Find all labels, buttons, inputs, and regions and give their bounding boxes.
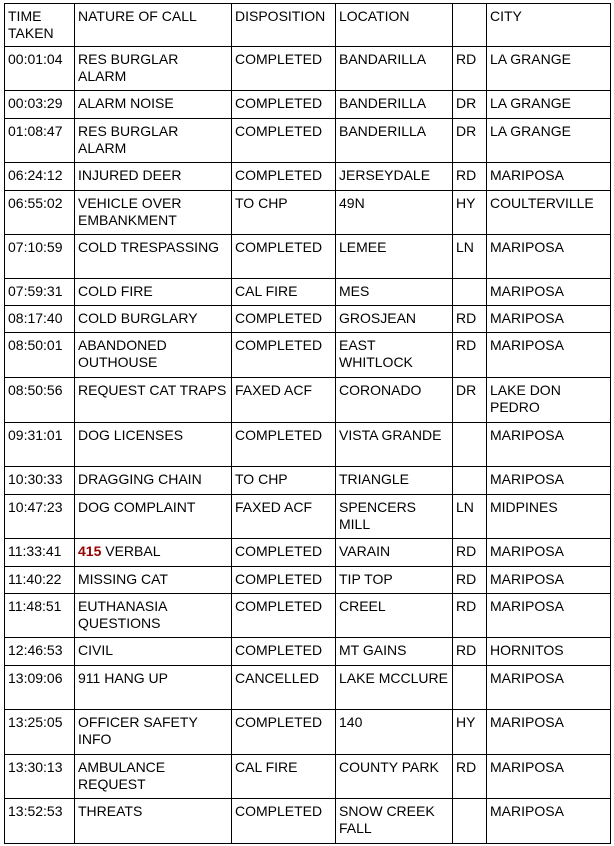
cell-time: 06:24:12 — [5, 163, 75, 191]
cell-location: GROSJEAN — [336, 306, 453, 333]
cell-suffix: RD — [453, 539, 487, 567]
cell-time: 08:50:56 — [5, 378, 75, 423]
cell-city: HORNITOS — [487, 638, 611, 666]
cell-time: 13:09:06 — [5, 666, 75, 710]
cell-disposition: CANCELLED — [232, 666, 336, 710]
cell-suffix: RD — [453, 567, 487, 594]
cell-nature: DOG LICENSES — [75, 423, 232, 467]
cell-nature: INJURED DEER — [75, 163, 232, 191]
table-row — [5, 91, 611, 119]
cell-nature — [75, 539, 232, 567]
table-row — [5, 495, 611, 539]
cell-location: CORONADO — [336, 378, 453, 423]
cell-suffix — [453, 666, 487, 710]
cell-city: MARIPOSA — [487, 306, 611, 333]
nature-text: VERBAL — [101, 543, 161, 559]
cell-time: 13:30:13 — [5, 755, 75, 799]
cell-location: MES — [336, 279, 453, 306]
cell-time: 06:55:02 — [5, 191, 75, 235]
cell-city: MARIPOSA — [487, 423, 611, 467]
cell-location: CREEL — [336, 594, 453, 638]
cell-city: LA GRANGE — [487, 91, 611, 119]
table-row — [5, 191, 611, 235]
table-row — [5, 666, 611, 710]
cell-city: MARIPOSA — [487, 567, 611, 594]
cell-location: BANDERILLA — [336, 91, 453, 119]
cell-city: MARIPOSA — [487, 279, 611, 306]
table-row — [5, 638, 611, 666]
cell-nature: CIVIL — [75, 638, 232, 666]
cell-nature: ABANDONED OUTHOUSE — [75, 333, 232, 378]
cell-nature: OFFICER SAFETY INFO — [75, 710, 232, 755]
header-city: CITY — [487, 4, 611, 47]
cell-disposition: COMPLETED — [232, 163, 336, 191]
cell-location: MT GAINS — [336, 638, 453, 666]
cell-time: 09:31:01 — [5, 423, 75, 467]
cell-nature: RES BURGLAR ALARM — [75, 119, 232, 163]
cell-city: MARIPOSA — [487, 467, 611, 495]
cell-suffix — [453, 467, 487, 495]
cell-location: JERSEYDALE — [336, 163, 453, 191]
cell-time: 11:40:22 — [5, 567, 75, 594]
cell-location: SPENCERS MILL — [336, 495, 453, 539]
cell-suffix: RD — [453, 163, 487, 191]
table-row — [5, 333, 611, 378]
cell-city: MARIPOSA — [487, 539, 611, 567]
cell-disposition: COMPLETED — [232, 799, 336, 844]
cell-disposition: CAL FIRE — [232, 279, 336, 306]
cell-location: EAST WHITLOCK — [336, 333, 453, 378]
cell-location: LAKE MCCLURE — [336, 666, 453, 710]
cell-nature: COLD TRESPASSING — [75, 235, 232, 279]
cell-time: 10:30:33 — [5, 467, 75, 495]
cell-nature: AMBULANCE REQUEST — [75, 755, 232, 799]
table-row — [5, 423, 611, 467]
cell-suffix — [453, 279, 487, 306]
cell-time: 00:01:04 — [5, 47, 75, 91]
cell-suffix: DR — [453, 119, 487, 163]
cell-suffix: DR — [453, 378, 487, 423]
cell-city: MARIPOSA — [487, 799, 611, 844]
cell-disposition: COMPLETED — [232, 91, 336, 119]
table-row — [5, 163, 611, 191]
cell-location: 49N — [336, 191, 453, 235]
cell-nature: THREATS — [75, 799, 232, 844]
cell-nature: EUTHANASIA QUESTIONS — [75, 594, 232, 638]
cell-city: MARIPOSA — [487, 710, 611, 755]
cell-nature: VEHICLE OVER EMBANKMENT — [75, 191, 232, 235]
cell-time: 00:03:29 — [5, 91, 75, 119]
cell-nature: DRAGGING CHAIN — [75, 467, 232, 495]
cell-city: MARIPOSA — [487, 235, 611, 279]
table-row — [5, 378, 611, 423]
cell-city: LA GRANGE — [487, 119, 611, 163]
cell-time: 12:46:53 — [5, 638, 75, 666]
cell-disposition: COMPLETED — [232, 119, 336, 163]
cell-location: 140 — [336, 710, 453, 755]
table-row — [5, 467, 611, 495]
cell-suffix: DR — [453, 91, 487, 119]
cell-suffix: RD — [453, 755, 487, 799]
header-time: TIME TAKEN — [5, 4, 75, 47]
cell-time: 11:33:41 — [5, 539, 75, 567]
cell-suffix: HY — [453, 191, 487, 235]
cell-disposition: COMPLETED — [232, 333, 336, 378]
cell-city: MARIPOSA — [487, 755, 611, 799]
cell-city: COULTERVILLE — [487, 191, 611, 235]
cell-disposition: TO CHP — [232, 191, 336, 235]
cell-nature: COLD BURGLARY — [75, 306, 232, 333]
cell-disposition: TO CHP — [232, 467, 336, 495]
cell-nature: ALARM NOISE — [75, 91, 232, 119]
cell-suffix: RD — [453, 47, 487, 91]
table-row — [5, 235, 611, 279]
call-log-table — [4, 3, 611, 844]
cell-suffix: RD — [453, 333, 487, 378]
table-row — [5, 755, 611, 799]
cell-disposition: COMPLETED — [232, 423, 336, 467]
header-row — [5, 4, 611, 47]
cell-disposition: COMPLETED — [232, 594, 336, 638]
cell-time: 01:08:47 — [5, 119, 75, 163]
cell-location: BANDERILLA — [336, 119, 453, 163]
cell-location: VARAIN — [336, 539, 453, 567]
cell-location: TRIANGLE — [336, 467, 453, 495]
cell-city: MARIPOSA — [487, 333, 611, 378]
cell-location: LEMEE — [336, 235, 453, 279]
cell-time: 08:17:40 — [5, 306, 75, 333]
cell-nature: MISSING CAT — [75, 567, 232, 594]
cell-disposition: COMPLETED — [232, 567, 336, 594]
cell-disposition: COMPLETED — [232, 638, 336, 666]
cell-location: TIP TOP — [336, 567, 453, 594]
cell-time: 13:52:53 — [5, 799, 75, 844]
call-log-body — [5, 4, 611, 844]
table-row — [5, 567, 611, 594]
cell-city: MARIPOSA — [487, 666, 611, 710]
cell-location: VISTA GRANDE — [336, 423, 453, 467]
cell-time: 11:48:51 — [5, 594, 75, 638]
cell-time: 08:50:01 — [5, 333, 75, 378]
cell-disposition: COMPLETED — [232, 539, 336, 567]
cell-time: 10:47:23 — [5, 495, 75, 539]
table-row — [5, 119, 611, 163]
table-row — [5, 799, 611, 844]
header-location: LOCATION — [336, 4, 453, 47]
table-row — [5, 594, 611, 638]
cell-nature: 911 HANG UP — [75, 666, 232, 710]
table-row — [5, 279, 611, 306]
nature-code: 415 — [78, 543, 102, 559]
table-row — [5, 539, 611, 567]
cell-nature: REQUEST CAT TRAPS — [75, 378, 232, 423]
cell-nature: RES BURGLAR ALARM — [75, 47, 232, 91]
cell-nature: DOG COMPLAINT — [75, 495, 232, 539]
cell-city: MARIPOSA — [487, 594, 611, 638]
cell-disposition: FAXED ACF — [232, 495, 336, 539]
cell-time: 07:59:31 — [5, 279, 75, 306]
cell-city: LAKE DON PEDRO — [487, 378, 611, 423]
cell-disposition: COMPLETED — [232, 235, 336, 279]
cell-disposition: CAL FIRE — [232, 755, 336, 799]
cell-suffix: HY — [453, 710, 487, 755]
cell-suffix: RD — [453, 638, 487, 666]
cell-suffix — [453, 799, 487, 844]
header-suffix — [453, 4, 487, 47]
cell-time: 07:10:59 — [5, 235, 75, 279]
cell-suffix: LN — [453, 235, 487, 279]
cell-location: SNOW CREEK FALL — [336, 799, 453, 844]
cell-disposition: COMPLETED — [232, 47, 336, 91]
cell-suffix: RD — [453, 306, 487, 333]
cell-disposition: COMPLETED — [232, 710, 336, 755]
table-row — [5, 306, 611, 333]
cell-nature: COLD FIRE — [75, 279, 232, 306]
cell-location: BANDARILLA — [336, 47, 453, 91]
cell-city: MIDPINES — [487, 495, 611, 539]
cell-disposition: COMPLETED — [232, 306, 336, 333]
table-row — [5, 47, 611, 91]
cell-city: LA GRANGE — [487, 47, 611, 91]
header-disposition: DISPOSITION — [232, 4, 336, 47]
cell-disposition: FAXED ACF — [232, 378, 336, 423]
cell-city: MARIPOSA — [487, 163, 611, 191]
cell-suffix: LN — [453, 495, 487, 539]
table-row — [5, 710, 611, 755]
header-nature: NATURE OF CALL — [75, 4, 232, 47]
cell-suffix — [453, 423, 487, 467]
cell-location: COUNTY PARK — [336, 755, 453, 799]
cell-time: 13:25:05 — [5, 710, 75, 755]
cell-suffix: RD — [453, 594, 487, 638]
